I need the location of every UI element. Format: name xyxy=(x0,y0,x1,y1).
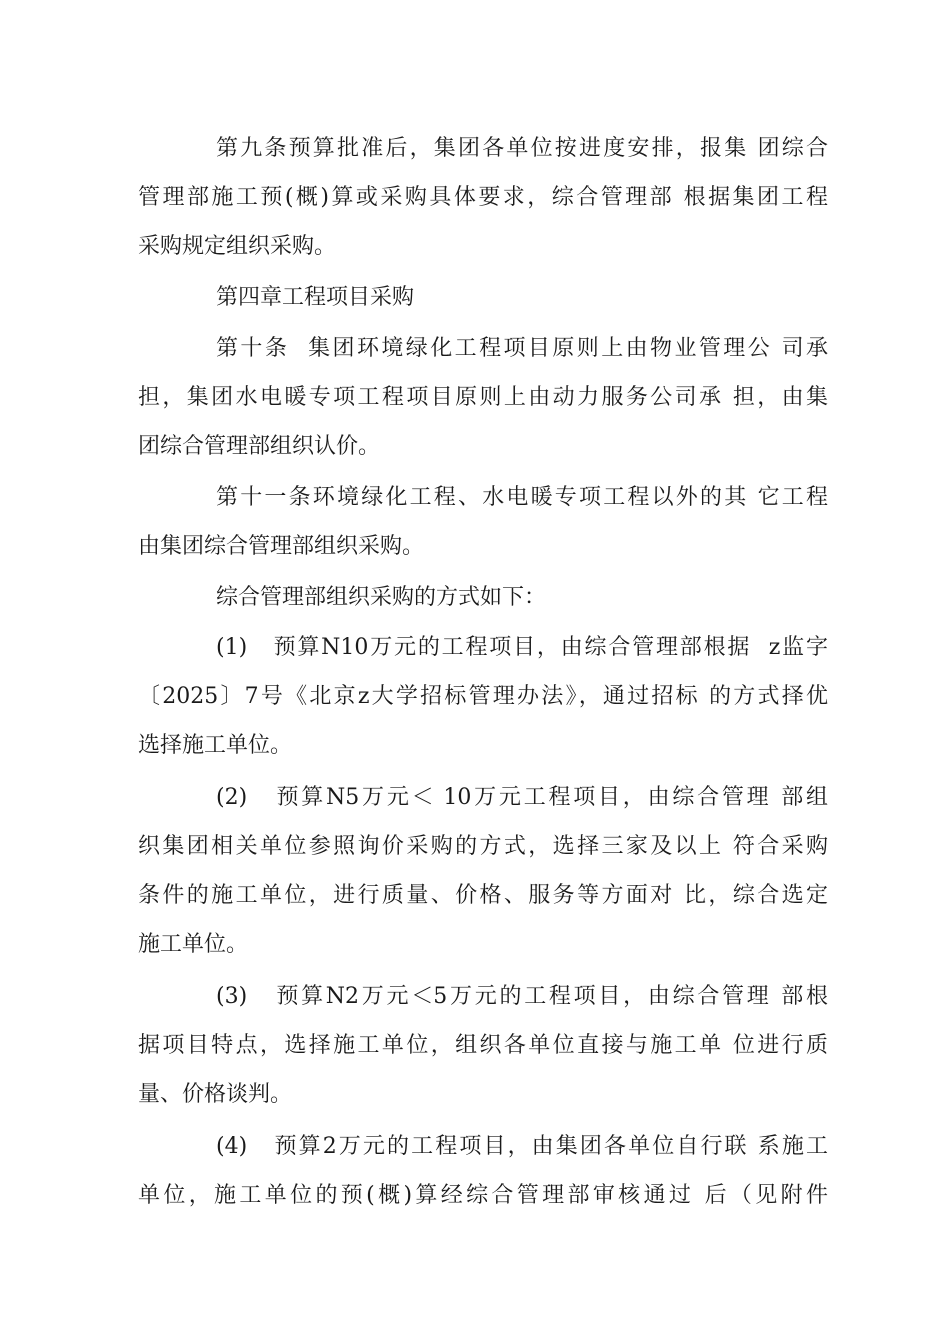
list-item-line: 施工单位。 xyxy=(138,932,249,957)
text-line: 第十条 集团环境绿化工程项目原则上由物业管理公 司承 xyxy=(216,336,828,361)
text-line: 第九条预算批准后，集团各单位按进度安排，报集 团综合 xyxy=(216,136,828,161)
list-item-line: (2) 预算N5万元＜ 10万元工程项目，由综合管理 部组 xyxy=(216,785,828,810)
list-item-line: (3) 预算N2万元＜5万元的工程项目，由综合管理 部根 xyxy=(216,984,828,1009)
list-item-line: 量、价格谈判。 xyxy=(138,1082,293,1107)
text-line: 担，集团水电暖专项工程项目原则上由动力服务公司承 担，由集 xyxy=(138,385,828,410)
list-item-line: 〔2025〕7号《北京z大学招标管理办法》，通过招标 的方式择优 xyxy=(138,684,828,709)
list-item-line: (1) 预算N10万元的工程项目，由综合管理部根据 z监字 xyxy=(216,635,828,660)
text-line: 采购规定组织采购。 xyxy=(138,234,337,259)
text-line: 综合管理部组织采购的方式如下： xyxy=(216,585,547,610)
text-line: 由集团综合管理部组织采购。 xyxy=(138,534,425,559)
list-item-line: 条件的施工单位，进行质量、价格、服务等方面对 比，综合选定 xyxy=(138,883,828,908)
list-item-line: (4) 预算2万元的工程项目，由集团各单位自行联 系施工 xyxy=(216,1134,828,1159)
list-item-line: 织集团相关单位参照询价采购的方式，选择三家及以上 符合采购 xyxy=(138,834,828,859)
list-item-line: 单位，施工单位的预(概)算经综合管理部审核通过 后（见附件 xyxy=(138,1183,828,1208)
list-item-line: 选择施工单位。 xyxy=(138,733,293,758)
chapter-heading: 第四章工程项目采购 xyxy=(216,285,415,310)
text-line: 管理部施工预(概)算或采购具体要求，综合管理部 根据集团工程 xyxy=(138,185,828,210)
text-line: 第十一条环境绿化工程、水电暖专项工程以外的其 它工程 xyxy=(216,485,828,510)
text-line: 团综合管理部组织认价。 xyxy=(138,434,381,459)
list-item-line: 据项目特点，选择施工单位，组织各单位直接与施工单 位进行质 xyxy=(138,1033,828,1058)
